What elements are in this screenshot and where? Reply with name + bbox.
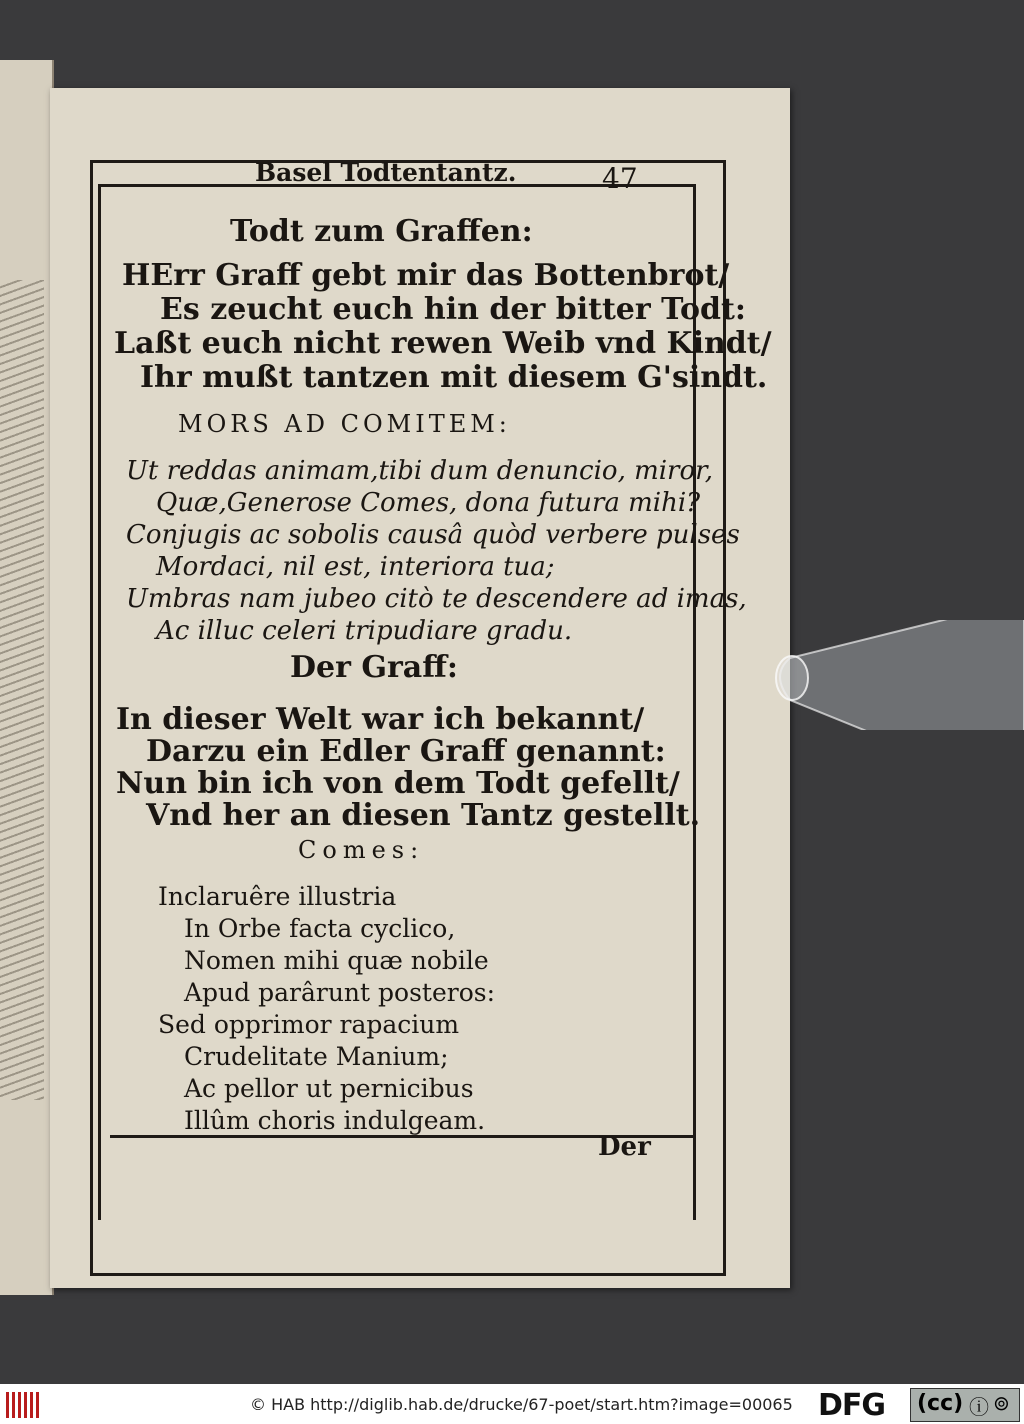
library-logo-icon xyxy=(6,1392,40,1418)
latin-line: Crudelitate Manium; xyxy=(184,1042,449,1071)
copyright-credit[interactable]: © HAB http://diglib.hab.de/drucke/67-poet/start.htm?image=00065 xyxy=(250,1395,793,1414)
verse-line: Laßt euch nicht rewen Weib vnd Kindt/ xyxy=(114,326,772,361)
latin-line: Apud parârunt posteros: xyxy=(184,978,495,1007)
latin-verse-line: Ac illuc celeri tripudiare gradu. xyxy=(156,616,573,646)
verse-line: HErr Graff gebt mir das Bottenbrot/ xyxy=(122,258,730,293)
latin-verse-line: Ut reddas animam,tibi dum denuncio, miror, xyxy=(126,456,713,486)
latin-line: Nomen mihi quæ nobile xyxy=(184,946,489,975)
latin-line: Inclaruêre illustria xyxy=(158,882,397,911)
book-page xyxy=(50,88,790,1288)
latin-line: Sed opprimor rapacium xyxy=(158,1010,460,1039)
verse-line: In dieser Welt war ich bekannt/ xyxy=(116,702,645,737)
latin-verse-line: Quæ,Generose Comes, dona futura mihi? xyxy=(156,488,701,518)
dfg-logo: DFG xyxy=(818,1388,886,1423)
latin-heading: MORS AD COMITEM: xyxy=(178,410,511,438)
glass-clip xyxy=(770,620,1024,730)
footer-bar xyxy=(0,1384,1024,1424)
latin-verse-line: Umbras nam jubeo citò te descendere ad imas, xyxy=(126,584,747,614)
section-heading: Todt zum Graffen: xyxy=(230,214,533,249)
facing-page-edge xyxy=(0,60,54,1295)
woodcut-fragment xyxy=(0,280,44,1100)
latin-verse-line: Conjugis ac sobolis causâ quòd verbere pulses xyxy=(126,520,740,550)
section-heading-2: Der Graff: xyxy=(290,650,458,685)
verse-line: Vnd her an diesen Tantz gestellt. xyxy=(146,798,701,833)
verse-line: Nun bin ich von dem Todt gefellt/ xyxy=(116,766,680,801)
latin-verse-line: Mordaci, nil est, interiora tua; xyxy=(156,552,555,582)
verse-line: Ihr mußt tantzen mit diesem G'sindt. xyxy=(140,360,768,395)
page-number: 47 xyxy=(602,162,638,195)
verse-line: Es zeucht euch hin der bitter Todt: xyxy=(160,292,746,327)
cc-license-icon[interactable]: (cc) ⓘ ⊚ xyxy=(910,1388,1020,1422)
verse-line: Darzu ein Edler Graff genannt: xyxy=(146,734,666,769)
latin-line: Illûm choris indulgeam. xyxy=(184,1106,486,1135)
catchword: Der xyxy=(598,1132,651,1162)
latin-line: In Orbe facta cyclico, xyxy=(184,914,456,943)
running-head: Basel Todtentantz. xyxy=(255,158,517,187)
latin-line: Ac pellor ut pernicibus xyxy=(184,1074,474,1103)
comes-heading: Comes: xyxy=(298,836,425,864)
